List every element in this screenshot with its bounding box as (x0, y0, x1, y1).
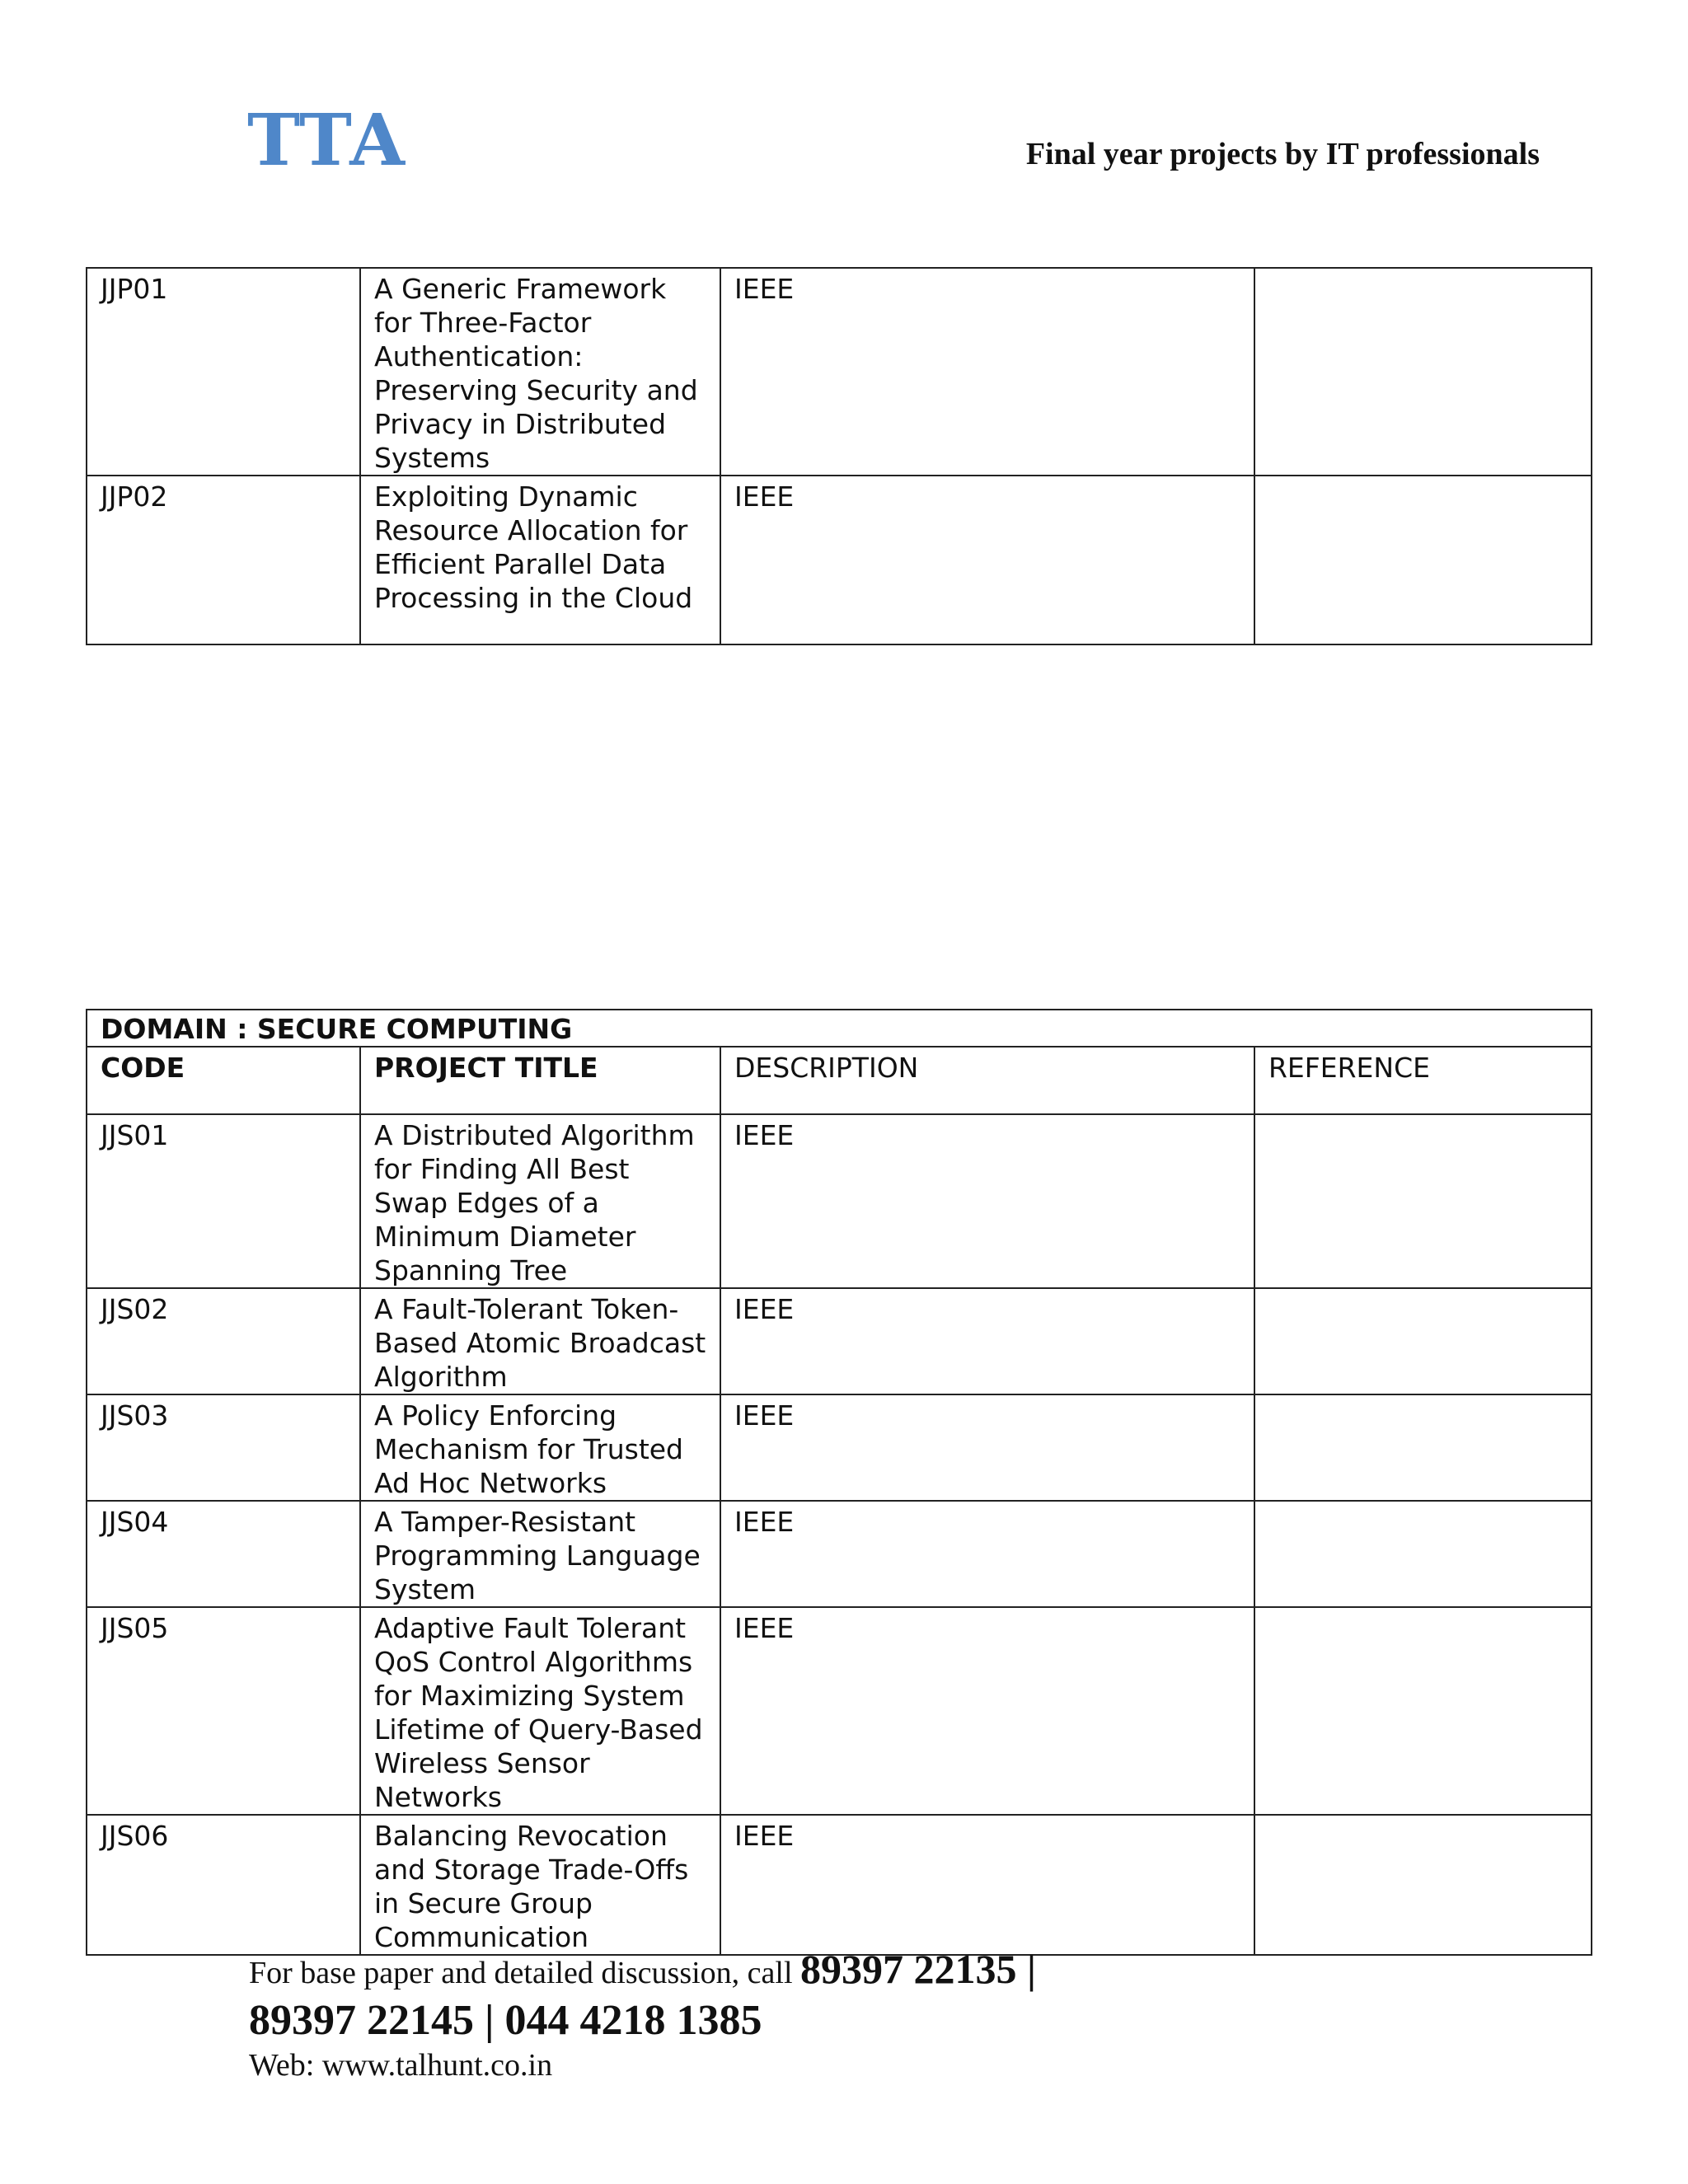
code-cell: JJP01 (87, 268, 360, 476)
header-code: CODE (87, 1047, 360, 1114)
projects-table-secure-computing (86, 1009, 1592, 1956)
title-cell: Balancing Revocation and Storage Trade-Offs in Secure Group Communication (360, 1815, 720, 1955)
title-cell: A Distributed Algorithm for Finding All Best Swap Edges of a Minimum Diameter Spanning Tree (360, 1114, 720, 1288)
projects-table-parallel (86, 267, 1592, 645)
table-row (87, 476, 1592, 644)
title-cell: Exploiting Dynamic Resource Allocation for Efficient Parallel Data Processing in the Cloud (360, 476, 720, 644)
footer-contact-prefix: For base paper and detailed discussion, call (249, 1956, 793, 1990)
tagline: Final year projects by IT professionals (1025, 137, 1540, 171)
code-cell: JJS04 (87, 1501, 360, 1607)
description-cell: IEEE (720, 1501, 1254, 1607)
table-row (87, 1394, 1592, 1501)
code-cell: JJS03 (87, 1394, 360, 1501)
reference-cell (1254, 1607, 1592, 1815)
footer-phones: 89397 22145 | 044 4218 1385 (249, 1997, 762, 2044)
reference-cell (1254, 268, 1592, 476)
title-cell: A Tamper-Resistant Programming Language System (360, 1501, 720, 1607)
description-cell: IEEE (720, 1394, 1254, 1501)
code-cell: JJP02 (87, 476, 360, 644)
logo: TTA (247, 99, 406, 182)
reference-cell (1254, 1114, 1592, 1288)
table-row (87, 1114, 1592, 1288)
reference-cell (1254, 1815, 1592, 1955)
title-cell: A Generic Framework for Three-Factor Authentication: Preserving Security and Privacy in Distributed Systems (360, 268, 720, 476)
description-cell: IEEE (720, 1288, 1254, 1394)
code-cell: JJS01 (87, 1114, 360, 1288)
domain-row (87, 1010, 1592, 1047)
table-row (87, 1501, 1592, 1607)
table-row (87, 268, 1592, 476)
reference-cell (1254, 1288, 1592, 1394)
header-description: DESCRIPTION (720, 1047, 1254, 1114)
header-reference: REFERENCE (1254, 1047, 1592, 1114)
footer-phone-primary: 89397 22135 | (800, 1946, 1037, 1992)
description-cell: IEEE (720, 476, 1254, 644)
code-cell: JJS06 (87, 1815, 360, 1955)
footer-web: Web: www.talhunt.co.in (249, 2048, 553, 2083)
title-cell: Adaptive Fault Tolerant QoS Control Algorithms for Maximizing System Lifetime of Query-Based Wireless Sensor Networks (360, 1607, 720, 1815)
table-row (87, 1607, 1592, 1815)
footer-contact-line (249, 1945, 1036, 1993)
header-row (87, 1047, 1592, 1114)
description-cell: IEEE (720, 1114, 1254, 1288)
header-title: PROJECT TITLE (360, 1047, 720, 1114)
domain-title: DOMAIN : SECURE COMPUTING (87, 1010, 1592, 1047)
reference-cell (1254, 1501, 1592, 1607)
description-cell: IEEE (720, 268, 1254, 476)
table-row (87, 1288, 1592, 1394)
description-cell: IEEE (720, 1815, 1254, 1955)
table-row (87, 1815, 1592, 1955)
code-cell: JJS05 (87, 1607, 360, 1815)
code-cell: JJS02 (87, 1288, 360, 1394)
title-cell: A Fault-Tolerant Token-Based Atomic Broadcast Algorithm (360, 1288, 720, 1394)
description-cell: IEEE (720, 1607, 1254, 1815)
reference-cell (1254, 1394, 1592, 1501)
reference-cell (1254, 476, 1592, 644)
title-cell: A Policy Enforcing Mechanism for Trusted Ad Hoc Networks (360, 1394, 720, 1501)
